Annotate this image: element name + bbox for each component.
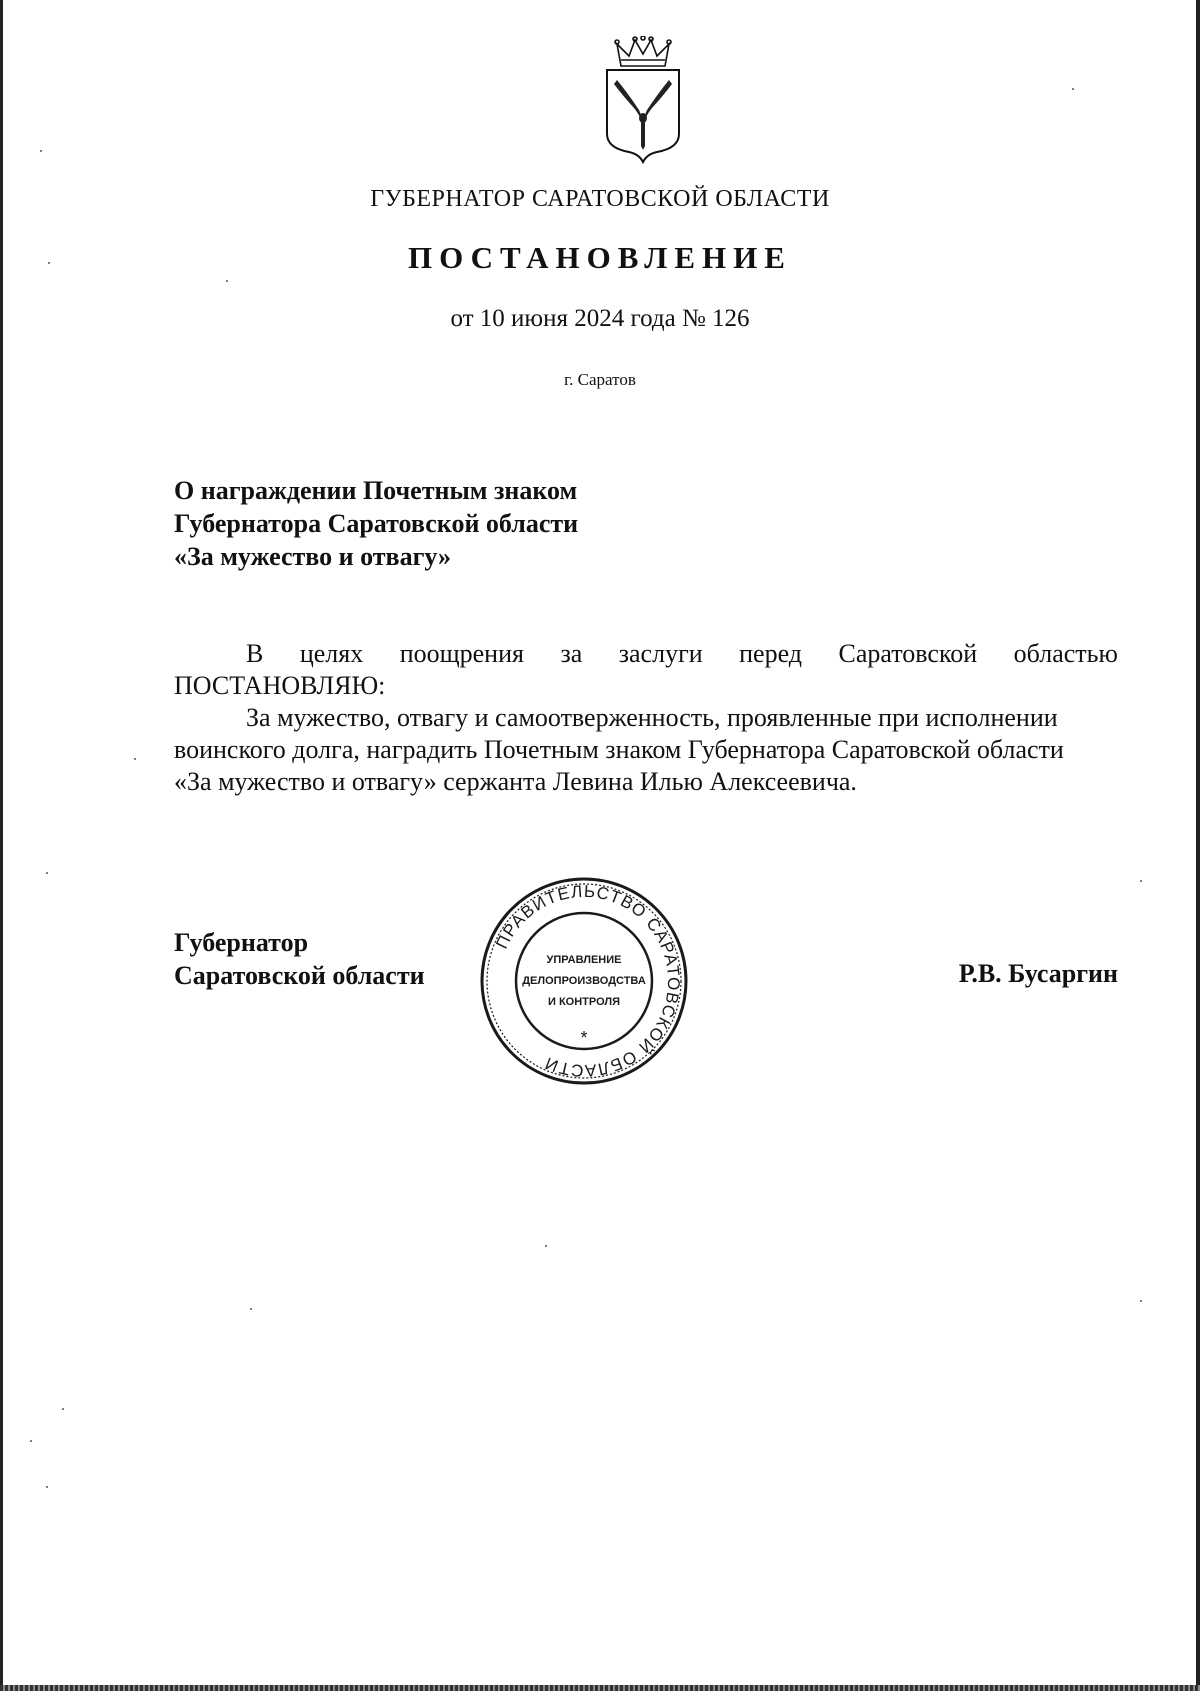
scan-speck [1072, 88, 1074, 90]
body-word: Саратовской [838, 639, 978, 668]
scan-edge-bottom [0, 1685, 1200, 1691]
seal-inner-line: И КОНТРОЛЯ [548, 996, 620, 1008]
scan-speck [46, 872, 48, 874]
scan-speck [545, 1245, 547, 1247]
scan-speck [226, 280, 228, 282]
decree-keyword: ПОСТАНОВЛЯЮ: [174, 671, 386, 700]
issuing-authority: ГУБЕРНАТОР САРАТОВСКОЙ ОБЛАСТИ [370, 186, 830, 212]
seal-inner-line: УПРАВЛЕНИЕ [546, 954, 622, 966]
body-word: перед [739, 639, 803, 668]
scan-speck [30, 1440, 32, 1442]
body-paragraph-2-line-3: «За мужество и отвагу» сержанта Левина Илью Алексеевича. [174, 767, 857, 796]
body-paragraph-2-line-1: За мужество, отвагу и самоотверженность, проявленные при исполнении [246, 703, 1058, 732]
subject-line: О награждении Почетным знаком [174, 476, 578, 505]
subject-line: Губернатора Саратовской области [174, 509, 579, 538]
document-city: г. Саратов [564, 370, 636, 389]
document-type: ПОСТАНОВЛЕНИЕ [408, 240, 792, 275]
signatory-name: Р.В. Бусаргин [958, 959, 1118, 988]
body-word: областью [1013, 639, 1118, 668]
body-word: за [560, 639, 583, 668]
seal-inner-line: ДЕЛОПРОИЗВОДСТВА [522, 975, 646, 987]
seal-outer-text: ПРАВИТЕЛЬСТВО САРАТОВСКОЙ ОБЛАСТИ [492, 881, 684, 1081]
body-word: поощрения [399, 639, 524, 668]
body-paragraph-1-line-1 [174, 638, 1118, 670]
official-seal [476, 876, 692, 1086]
signatory-position-line: Саратовской области [174, 961, 425, 990]
document-body [174, 638, 1118, 798]
document-subject [174, 474, 578, 573]
saratov-coat-of-arms-icon [601, 36, 685, 164]
scan-speck [134, 758, 136, 760]
body-paragraph-2-line-2: воинского долга, наградить Почетным знаком Губернатора Саратовской области [174, 735, 1064, 764]
body-word: В [246, 639, 264, 668]
body-word: целях [299, 639, 364, 668]
signatory-position [174, 926, 425, 992]
scan-speck [46, 1486, 48, 1488]
scan-speck [48, 262, 50, 264]
document-date-number: от 10 июня 2024 года № 126 [450, 305, 750, 332]
signatory-position-line: Губернатор [174, 928, 309, 957]
scan-speck [250, 1308, 252, 1310]
scan-speck [1140, 1300, 1142, 1302]
scan-speck [1140, 880, 1142, 882]
subject-line: «За мужество и отвагу» [174, 542, 452, 571]
scan-speck [62, 1408, 64, 1410]
body-word: заслуги [618, 639, 703, 668]
scan-speck [40, 150, 42, 152]
seal-star: * [580, 1028, 588, 1048]
